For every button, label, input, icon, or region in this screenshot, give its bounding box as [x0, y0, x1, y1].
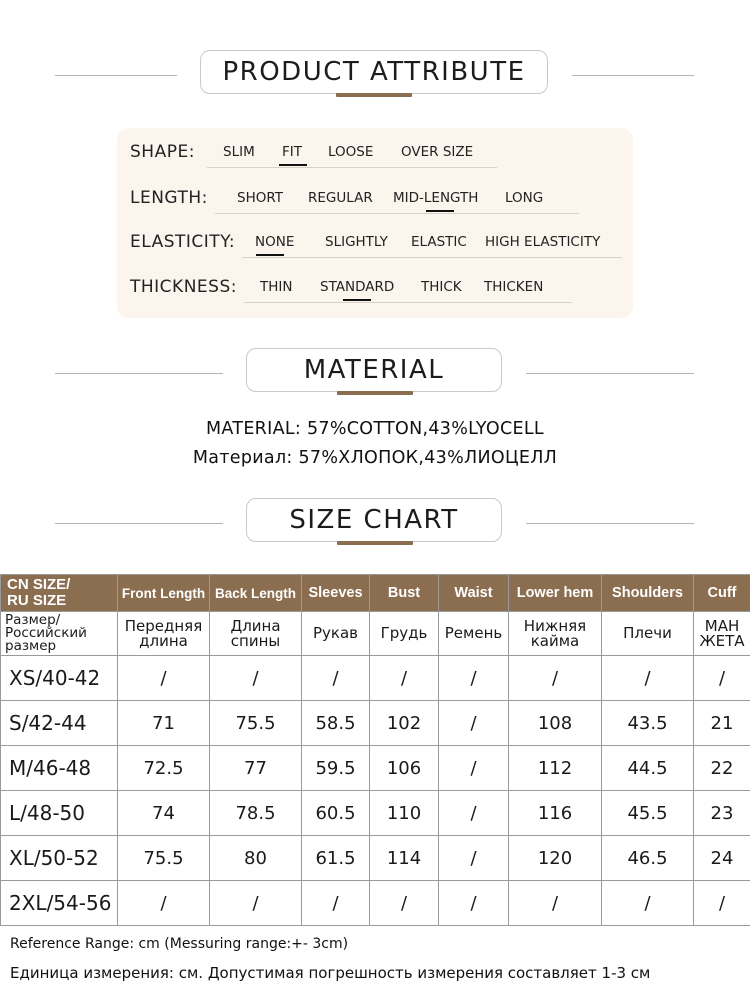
value-cell: 78.5 — [210, 791, 302, 836]
header-front-length: Front Length — [118, 575, 210, 612]
value-cell: 116 — [509, 791, 602, 836]
attr-label: THICKNESS: — [130, 277, 237, 297]
value-cell: 75.5 — [118, 836, 210, 881]
value-cell: 22 — [694, 746, 750, 791]
value-cell: / — [210, 656, 302, 701]
value-cell: 59.5 — [302, 746, 370, 791]
selected-mark — [426, 210, 454, 212]
row-underline — [242, 257, 622, 258]
value-cell: / — [694, 881, 750, 926]
row-underline — [215, 213, 579, 214]
value-cell: 24 — [694, 836, 750, 881]
attr-row-shape — [117, 138, 633, 168]
value-cell: 71 — [118, 701, 210, 746]
ru-size-line3: размер — [5, 638, 57, 654]
product-attribute-header — [0, 50, 750, 100]
value-cell: 58.5 — [302, 701, 370, 746]
attr-label: SHAPE: — [130, 142, 195, 162]
header-cn-size — [1, 575, 118, 612]
header-bust: Bust — [370, 575, 439, 612]
attr-row-thickness — [117, 273, 633, 303]
value-cell: / — [370, 881, 439, 926]
divider-line-right — [572, 75, 694, 76]
value-cell: 43.5 — [602, 701, 694, 746]
value-cell: 110 — [370, 791, 439, 836]
ru-text: кайма — [530, 631, 580, 650]
ru-front-length — [118, 612, 210, 656]
value-cell: 61.5 — [302, 836, 370, 881]
value-cell: / — [118, 881, 210, 926]
ru-text: МАН — [704, 616, 740, 635]
row-underline — [244, 302, 572, 303]
section-title: SIZE CHART — [246, 498, 502, 542]
header-cn-line2: RU SIZE — [7, 592, 67, 609]
attr-label: LENGTH: — [130, 188, 208, 208]
ru-sleeves — [302, 612, 370, 656]
attr-option: THICK — [421, 279, 462, 295]
ru-lower-hem — [509, 612, 602, 656]
ru-text: Ремень — [444, 624, 503, 642]
attr-option-selected: STANDARD — [320, 279, 395, 295]
ru-text: Плечи — [623, 624, 672, 642]
attr-option: LONG — [505, 190, 544, 206]
material-header — [0, 348, 750, 398]
value-cell: / — [370, 656, 439, 701]
value-cell: / — [439, 746, 509, 791]
ru-cuff — [694, 612, 750, 656]
size-cell: XL/50-52 — [1, 836, 118, 881]
size-cell: 2XL/54-56 — [1, 881, 118, 926]
header-cn-line1: CN SIZE/ — [7, 576, 71, 593]
value-cell: 108 — [509, 701, 602, 746]
header-lower-hem: Lower hem — [509, 575, 602, 612]
size-cell: M/46-48 — [1, 746, 118, 791]
ru-size-line1: Размер/ — [5, 612, 61, 628]
attr-option: OVER SIZE — [401, 144, 474, 160]
ru-text: Передняя — [124, 616, 203, 635]
reference-range-en: Reference Range: cm (Messuring range:+- 3cm) — [10, 936, 349, 952]
value-cell: / — [439, 701, 509, 746]
value-cell: 102 — [370, 701, 439, 746]
value-cell: / — [302, 656, 370, 701]
ru-back-length — [210, 612, 302, 656]
reference-range-ru: Единица измерения: см. Допустимая погрешность измерения составляет 1-3 см — [10, 964, 651, 982]
value-cell: / — [210, 881, 302, 926]
value-cell: 106 — [370, 746, 439, 791]
attr-option: SLIM — [223, 144, 255, 160]
value-cell: 75.5 — [210, 701, 302, 746]
row-underline — [207, 167, 497, 168]
attr-option: LOOSE — [328, 144, 374, 160]
value-cell: 72.5 — [118, 746, 210, 791]
value-cell: 45.5 — [602, 791, 694, 836]
table-header-row — [1, 575, 750, 612]
ru-text: ЖЕТА — [699, 631, 745, 650]
table-row — [1, 656, 750, 701]
ru-shoulders — [602, 612, 694, 656]
value-cell: 80 — [210, 836, 302, 881]
size-chart-table — [0, 574, 750, 926]
attr-option: SHORT — [237, 190, 283, 206]
table-row — [1, 746, 750, 791]
attr-option: SLIGHTLY — [325, 234, 388, 250]
value-cell: / — [509, 881, 602, 926]
attr-option-selected: MID-LENGTH — [393, 190, 479, 206]
value-cell: / — [602, 881, 694, 926]
value-cell: / — [302, 881, 370, 926]
title-accent-bar — [337, 391, 413, 395]
ru-size-line2: Российский — [5, 625, 87, 641]
attr-row-elasticity — [117, 228, 633, 258]
ru-text: спины — [230, 631, 281, 650]
ru-bust — [370, 612, 439, 656]
value-cell: 74 — [118, 791, 210, 836]
value-cell: 44.5 — [602, 746, 694, 791]
title-accent-bar — [337, 541, 413, 545]
selected-mark — [256, 254, 284, 256]
value-cell: / — [118, 656, 210, 701]
material-ru: Материал: 57%ХЛОПОК,43%ЛИОЦЕЛЛ — [192, 448, 558, 468]
size-cell: S/42-44 — [1, 701, 118, 746]
section-title: PRODUCT ATTRIBUTE — [200, 50, 548, 94]
attr-option: ELASTIC — [411, 234, 467, 250]
attr-option: HIGH ELASTICITY — [485, 234, 601, 250]
table-row — [1, 881, 750, 926]
size-chart-header — [0, 498, 750, 548]
table-row — [1, 701, 750, 746]
ru-text: Рукав — [312, 624, 358, 642]
ru-text: длина — [139, 631, 188, 650]
value-cell: 112 — [509, 746, 602, 791]
ru-text: Длина — [230, 616, 281, 635]
selected-mark — [279, 164, 307, 166]
value-cell: 23 — [694, 791, 750, 836]
material-en: MATERIAL: 57%COTTON,43%LYOCELL — [206, 419, 544, 439]
size-cell: XS/40-42 — [1, 656, 118, 701]
ru-size-label — [1, 612, 118, 656]
value-cell: 46.5 — [602, 836, 694, 881]
table-row — [1, 791, 750, 836]
divider-line-right — [526, 523, 694, 524]
size-cell: L/48-50 — [1, 791, 118, 836]
divider-line-left — [55, 373, 223, 374]
attr-label: ELASTICITY: — [130, 232, 236, 252]
table-ru-header-row — [1, 612, 750, 656]
value-cell: / — [439, 881, 509, 926]
attr-option: REGULAR — [308, 190, 373, 206]
value-cell: / — [602, 656, 694, 701]
table-row — [1, 836, 750, 881]
section-title: MATERIAL — [246, 348, 502, 392]
value-cell: / — [439, 836, 509, 881]
selected-mark — [343, 299, 371, 301]
divider-line-right — [526, 373, 694, 374]
ru-waist — [439, 612, 509, 656]
value-cell: / — [694, 656, 750, 701]
attr-option-selected: NONE — [255, 234, 295, 250]
value-cell: 77 — [210, 746, 302, 791]
value-cell: 21 — [694, 701, 750, 746]
value-cell: 120 — [509, 836, 602, 881]
divider-line-left — [55, 523, 223, 524]
attribute-panel — [117, 128, 633, 318]
attr-option-selected: FIT — [282, 144, 302, 160]
attr-row-length — [117, 184, 633, 214]
header-sleeves: Sleeves — [302, 575, 370, 612]
ru-text: Грудь — [380, 624, 428, 642]
value-cell: / — [509, 656, 602, 701]
header-cuff: Cuff — [694, 575, 750, 612]
header-shoulders: Shoulders — [602, 575, 694, 612]
header-waist: Waist — [439, 575, 509, 612]
value-cell: / — [439, 791, 509, 836]
title-accent-bar — [336, 93, 412, 97]
ru-text: Нижняя — [523, 616, 587, 635]
value-cell: 114 — [370, 836, 439, 881]
attr-option: THICKEN — [484, 279, 544, 295]
divider-line-left — [55, 75, 177, 76]
header-back-length: Back Length — [210, 575, 302, 612]
value-cell: 60.5 — [302, 791, 370, 836]
attr-option: THIN — [260, 279, 293, 295]
value-cell: / — [439, 656, 509, 701]
